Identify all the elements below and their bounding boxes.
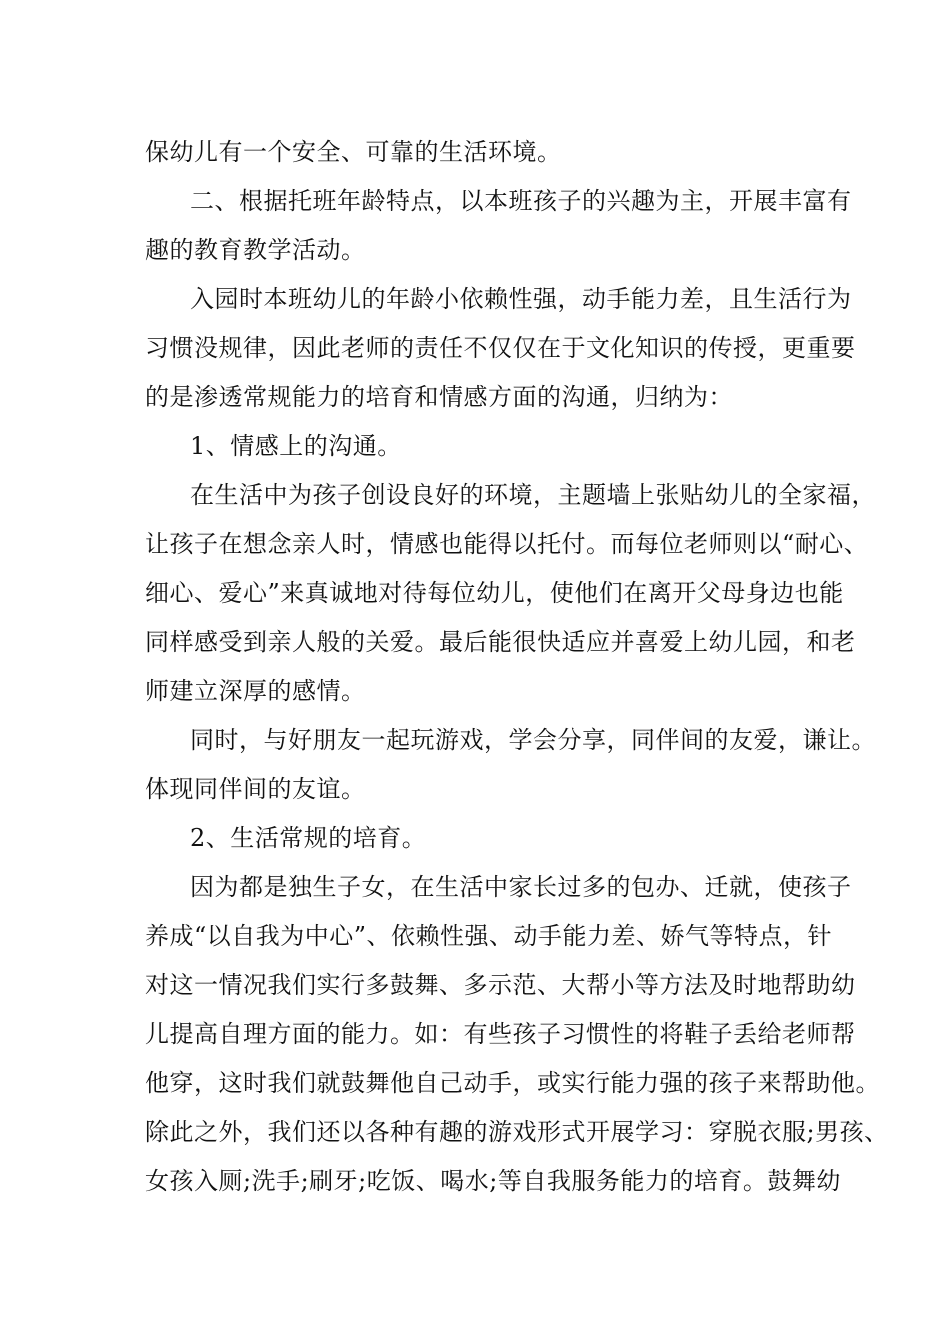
text-line: 趣的教育教学活动。 bbox=[145, 236, 366, 264]
paragraph-start: 因为都是独生子女，在生活中家长过多的包办、迁就，使孩子 bbox=[190, 873, 852, 901]
text-line: 保幼儿有一个安全、可靠的生活环境。 bbox=[145, 138, 562, 166]
text-line: 对这一情况我们实行多鼓舞、多示范、大帮小等方法及时地帮助幼 bbox=[145, 971, 856, 999]
text-line: 师建立深厚的感情。 bbox=[145, 677, 366, 705]
paragraph-start: 同时，与好朋友一起玩游戏，学会分享，同伴间的友爱，谦让。 bbox=[190, 726, 876, 754]
subsection-heading: 1、情感上的沟通。 bbox=[190, 432, 402, 460]
text-line: 儿提高自理方面的能力。如：有些孩子习惯性的将鞋子丢给老师帮 bbox=[145, 1020, 856, 1048]
text-line: 习惯没规律，因此老师的责任不仅仅在于文化知识的传授，更重要 bbox=[145, 334, 856, 362]
text-line: 让孩子在想念亲人时，情感也能得以托付。而每位老师则以“耐心、 bbox=[145, 530, 869, 558]
section-heading: 二、根据托班年龄特点，以本班孩子的兴趣为主，开展丰富有 bbox=[190, 187, 852, 215]
text-line: 的是渗透常规能力的培育和情感方面的沟通，归纳为： bbox=[145, 383, 733, 411]
text-line: 除此之外，我们还以各种有趣的游戏形式开展学习：穿脱衣服;男孩、 bbox=[145, 1118, 889, 1146]
paragraph-start: 在生活中为孩子创设良好的环境，主题墙上张贴幼儿的全家福， bbox=[190, 481, 876, 509]
text-line: 同样感受到亲人般的关爱。最后能很快适应并喜爱上幼儿园，和老 bbox=[145, 628, 856, 656]
text-line: 体现同伴间的友谊。 bbox=[145, 775, 366, 803]
paragraph-start: 入园时本班幼儿的年龄小依赖性强，动手能力差，且生活行为 bbox=[190, 285, 852, 313]
text-line: 他穿，这时我们就鼓舞他自己动手，或实行能力强的孩子来帮助他。 bbox=[145, 1069, 880, 1097]
text-line: 养成“以自我为中心”、依赖性强、动手能力差、娇气等特点，针 bbox=[145, 922, 833, 950]
text-line: 细心、爱心”来真诚地对待每位幼儿，使他们在离开父母身边也能 bbox=[145, 579, 844, 607]
subsection-heading: 2、生活常规的培育。 bbox=[190, 824, 427, 852]
text-line: 女孩入厕;洗手;刷牙;吃饭、喝水;等自我服务能力的培育。鼓舞幼 bbox=[145, 1167, 841, 1195]
